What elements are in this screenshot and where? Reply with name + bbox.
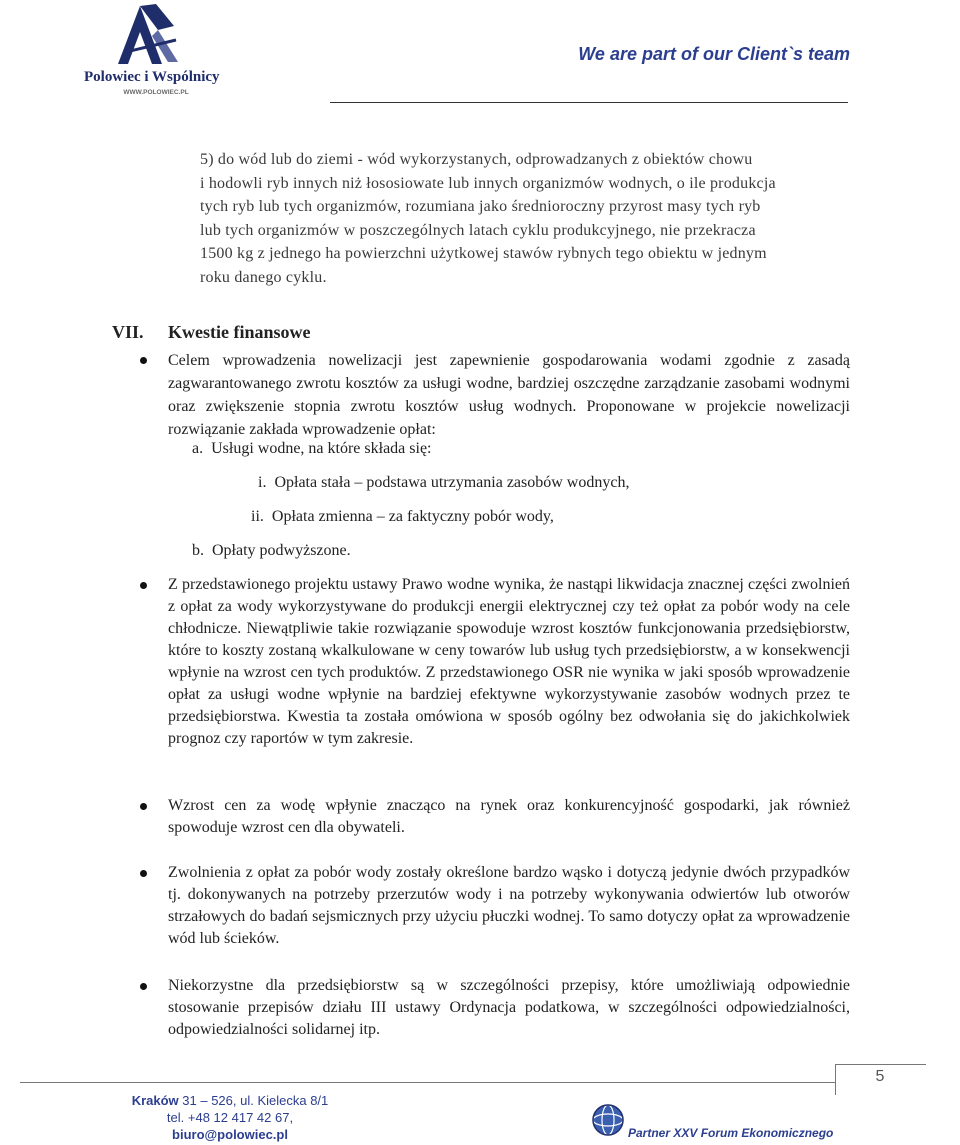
list-item-a: a. Usługi wodne, na które składa się:: [192, 440, 432, 457]
footer-city: Kraków: [131, 1093, 179, 1108]
bullet-icon: [140, 357, 147, 364]
text-line: 5) do wód lub do ziemi - wód wykorzystanych, odprowadzanych z obiektów chowu: [200, 151, 753, 168]
section-title: Kwestie finansowe: [168, 322, 311, 342]
forum-badge: [590, 1100, 626, 1140]
bullet-icon: [140, 803, 147, 810]
bullet-text-3: Wzrost cen za wodę wpłynie znacząco na rynek oraz konkurencyjność gospodarki, jak również spowoduje wzrost cen dla obywateli.: [168, 797, 850, 836]
list-item-ii: ii. Opłata zmienna – za faktyczny pobór wody,: [251, 508, 554, 525]
bullet-icon: [140, 870, 147, 877]
text-line: roku danego cyklu.: [200, 268, 327, 286]
bullet-icon: [140, 983, 147, 990]
forum-globe-icon: [590, 1100, 626, 1140]
page-number: 5: [875, 1068, 885, 1085]
list-item-b: b. Opłaty podwyższone.: [192, 542, 351, 559]
bullet-text-4: Zwolnienia z opłat za pobór wody zostały określone bardzo wąsko i dotyczą jedynie dwóch przypadków tj. dokonywanych na potrzeby przerzutów wody i na potrzeby wykonywania odwiertów lub otworów strzałowych do badań sejsmicznych przy użyciu płuczki wodnej. To samo dotyczy opłat za wprowadzenie wód lub ścieków.: [168, 864, 850, 947]
text-line: 1500 kg z jednego ha powierzchni użytkowej stawów rybnych tego obiektu w jednym: [200, 245, 767, 262]
logo-name: Polowiec i Wspólnicy: [84, 69, 220, 85]
footer-partner: Partner XXV Forum Ekonomicznego: [628, 1126, 834, 1140]
bullet-text-2: Z przedstawionego projektu ustawy Prawo wodne wynika, że nastąpi likwidacja znacznej części zwolnień z opłat za wody wykorzystywane do produkcji energii elektrycznej czy też opłat za pobór wody na cele chłodnicze. Niewątpliwie takie rozwiązanie spowoduje wzrost kosztów funkcjonowania przedsiębiorstw, które to koszty zostaną wkalkulowane w ceny towarów lub usług tych przedsiębiorstw, a w konsekwencji wpłynie na wzrost cen tych produktów. Z przedstawionego OSR nie wynika w jaki sposób wprowadzenie opłat za usługi wodne wpłynie na bardziej efektywne wykorzystywanie zasobów wodnych przez te przedsiębiorstwa. Kwestia ta została omówiona w sposób ogólny bez odwołania się do jakichkolwiek prognoz czy raportów w tym zakresie.: [168, 576, 850, 747]
text-line: lub tych organizmów w poszczególnych latach cyklu produkcyjnego, nie przekracza: [200, 221, 756, 239]
company-logo: [78, 0, 234, 98]
paragraph-item-5: [200, 148, 848, 289]
bullet-text-5: Niekorzystne dla przedsiębiorstw są w szczególności przepisy, które umożliwiają odpowiednie stosowanie przepisów działu III ustawy Ordynacja podatkowa, w szczególności odpowiedzialności, odpowiedzialności solidarnej itp.: [168, 977, 850, 1038]
footer-email[interactable]: biuro@polowiec.pl: [172, 1127, 288, 1142]
logo-url: WWW.POLOWIEC.PL: [123, 89, 189, 96]
footer-phone: tel. +48 12 417 42 67,: [166, 1110, 294, 1125]
text-line: i hodowli ryb innych niż łososiowate lub innych organizmów wodnych, o ile produkcja: [200, 174, 776, 192]
footer-divider: [20, 1082, 835, 1083]
text-line: tych ryb lub tych organizmów, rozumiana jako średnioroczny przyrost masy tych ryb: [200, 198, 761, 215]
header-tagline: We are part of our Client`s team: [578, 44, 850, 64]
bullet-icon: [140, 582, 147, 589]
list-item-i: i. Opłata stała – podstawa utrzymania zasobów wodnych,: [258, 474, 630, 491]
bullet-text-1: Celem wprowadzenia nowelizacji jest zapewnienie gospodarowania wodami zgodnie z zasadą zagwarantowanego zwrotu kosztów za usługi wodne, bardziej oszczędne zarządzanie zasobami wodnymi oraz zwiększenie stopnia zwrotu kosztów usług wodnych. Proponowane w projekcie nowelizacji rozwiązanie zakłada wprowadzenie opłat:: [168, 352, 850, 438]
footer-address: [100, 1092, 360, 1109]
header-divider: [330, 102, 848, 103]
section-number: VII.: [112, 322, 144, 342]
logo-mark-icon: [78, 0, 234, 98]
footer-street: 31 – 526, ul. Kielecka 8/1: [178, 1093, 329, 1108]
